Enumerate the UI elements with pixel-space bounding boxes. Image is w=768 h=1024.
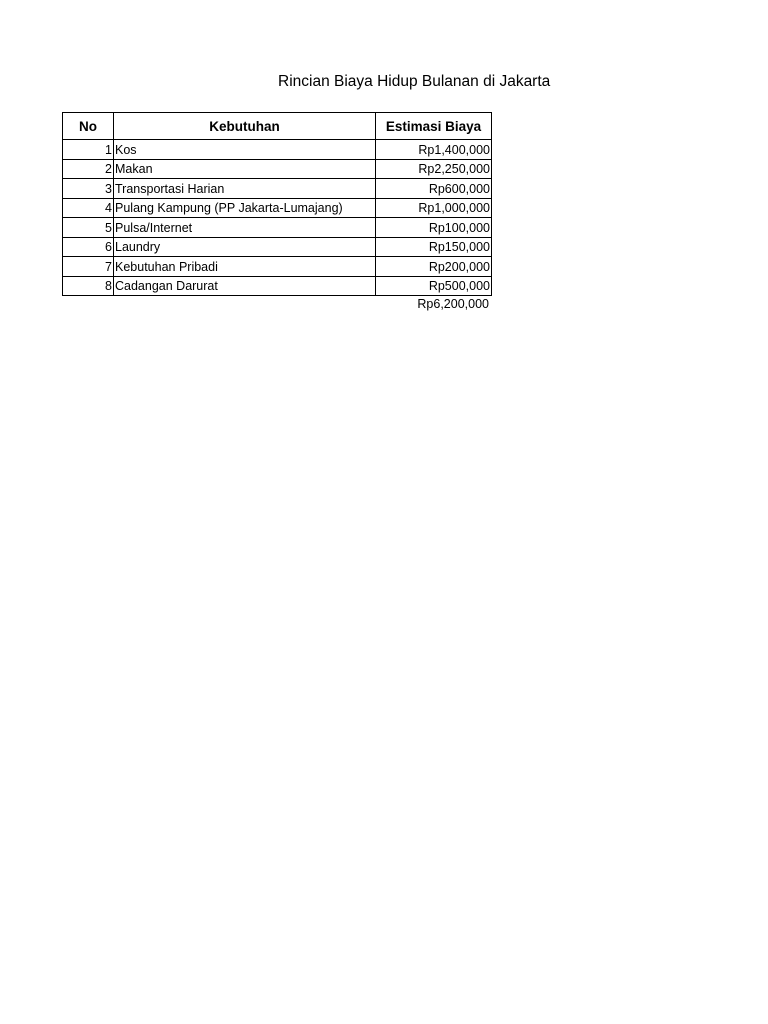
table-row (63, 218, 492, 238)
row-kebutuhan: Laundry (114, 237, 376, 257)
row-number: 3 (63, 179, 114, 199)
sheet-title: Rincian Biaya Hidup Bulanan di Jakarta (278, 73, 551, 90)
table-header-row (63, 113, 492, 140)
row-kebutuhan: Kebutuhan Pribadi (114, 257, 376, 277)
table-row (63, 179, 492, 199)
row-kebutuhan: Pulang Kampung (PP Jakarta-Lumajang) (114, 198, 376, 218)
row-kebutuhan: Kos (114, 140, 376, 160)
row-estimasi: Rp600,000 (376, 179, 492, 199)
table-row (63, 140, 492, 160)
table-row (63, 257, 492, 277)
row-estimasi: Rp500,000 (376, 276, 492, 296)
row-number: 2 (63, 159, 114, 179)
row-estimasi: Rp1,000,000 (376, 198, 492, 218)
row-number: 5 (63, 218, 114, 238)
table-row (63, 159, 492, 179)
table-row (63, 237, 492, 257)
header-kebutuhan: Kebutuhan (114, 113, 376, 140)
row-number: 1 (63, 140, 114, 160)
row-number: 7 (63, 257, 114, 277)
header-no: No (63, 113, 114, 140)
row-estimasi: Rp100,000 (376, 218, 492, 238)
total-cost: Rp6,200,000 (417, 297, 489, 311)
title-cell (62, 72, 551, 94)
cost-table (62, 112, 492, 296)
row-kebutuhan: Cadangan Darurat (114, 276, 376, 296)
row-estimasi: Rp200,000 (376, 257, 492, 277)
row-estimasi: Rp1,400,000 (376, 140, 492, 160)
header-estimasi-biaya: Estimasi Biaya (376, 113, 492, 140)
row-kebutuhan: Pulsa/Internet (114, 218, 376, 238)
row-number: 8 (63, 276, 114, 296)
table-row (63, 198, 492, 218)
row-number: 4 (63, 198, 114, 218)
row-number: 6 (63, 237, 114, 257)
row-estimasi: Rp150,000 (376, 237, 492, 257)
table-row (63, 276, 492, 296)
row-kebutuhan: Makan (114, 159, 376, 179)
row-kebutuhan: Transportasi Harian (114, 179, 376, 199)
row-estimasi: Rp2,250,000 (376, 159, 492, 179)
